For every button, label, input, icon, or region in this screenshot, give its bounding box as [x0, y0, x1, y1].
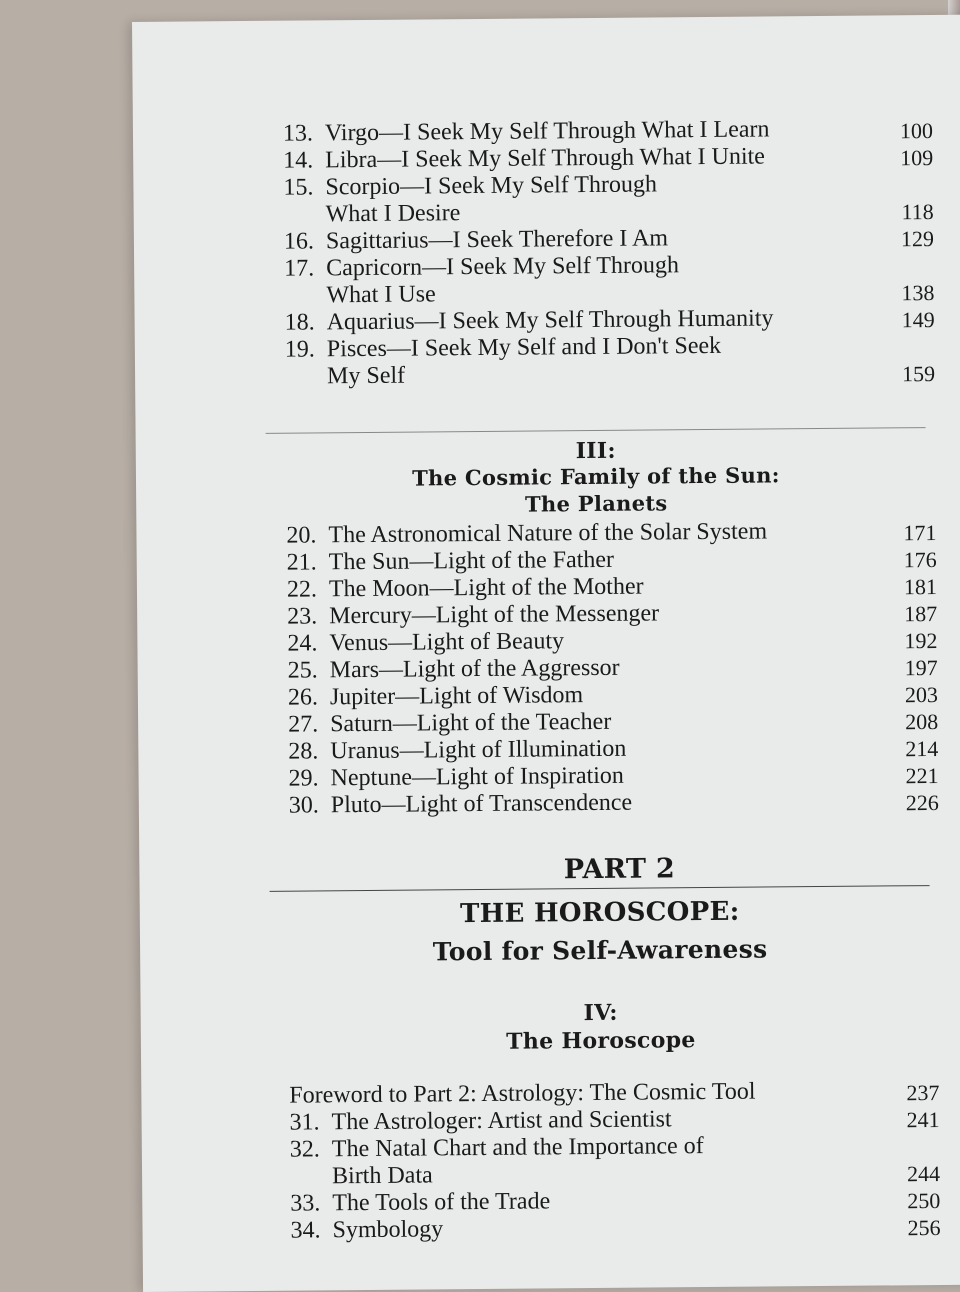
toc-entry: 23. Mercury—Light of the Messenger 187 — [287, 600, 938, 630]
toc-entry: 13. Virgo—I Seek My Self Through What I Learn 100 — [282, 116, 934, 147]
toc-entry: 33. The Tools of the Trade 250 — [290, 1187, 941, 1217]
toc-entry: 15. Scorpio—I Seek My Self Through What I Desire 118 — [283, 171, 934, 228]
toc-entry: 32. The Natal Chart and the Importance of Birth Data 244 — [289, 1133, 941, 1190]
toc-entry: 19. Pisces—I Seek My Self and I Don't Seek My Self 159 — [284, 332, 936, 390]
toc-entry: 14. Libra—I Seek My Self Through What I Unite 109 — [283, 143, 934, 174]
toc-entry: 26. Jupiter—Light of Wisdom 203 — [287, 681, 939, 711]
part-label: PART 2 — [563, 853, 676, 886]
toc-entry: 20. The Astronomical Nature of the Solar System 171 — [286, 518, 937, 549]
section-title: The Horoscope — [506, 1027, 696, 1055]
toc-entry: 34. Symbology 256 — [290, 1214, 941, 1244]
toc-entry: 21. The Sun—Light of the Father 176 — [286, 546, 937, 576]
section-subtitle: The Planets — [524, 490, 668, 517]
toc-list-signs — [282, 115, 936, 391]
section-title: The Cosmic Family of the Sun: — [412, 462, 780, 491]
toc-entry: 17. Capricorn—I Seek My Self Through What I Use 138 — [284, 252, 935, 309]
part-subtitle: Tool for Self-Awareness — [432, 934, 768, 967]
book-page — [132, 15, 960, 1292]
toc-list-horoscope — [289, 1077, 941, 1245]
toc-entry: 29. Neptune—Light of Inspiration 221 — [288, 762, 939, 792]
toc-entry: 16. Sagittarius—I Seek Therefore I Am 129 — [283, 225, 935, 255]
section-numeral: IV: — [583, 999, 618, 1027]
toc-entry: 28. Uranus—Light of Illumination 214 — [288, 735, 939, 765]
toc-entry-foreword: Foreword to Part 2: Astrology: The Cosmic Tool 237 — [289, 1078, 940, 1109]
toc-entry: 27. Saturn—Light of the Teacher 208 — [288, 708, 939, 738]
section-numeral: III: — [575, 437, 616, 465]
toc-entry: 30. Pluto—Light of Transcendence 226 — [288, 789, 939, 819]
toc-entry: 25. Mars—Light of the Aggressor 197 — [287, 654, 938, 684]
toc-entry: 18. Aquarius—I Seek My Self Through Humanity 149 — [284, 305, 935, 336]
section-divider — [266, 427, 926, 434]
toc-entry: 31. The Astrologer: Artist and Scientist 241 — [289, 1106, 940, 1136]
toc-list-planets — [286, 517, 939, 820]
part-title: THE HOROSCOPE: — [459, 896, 740, 930]
toc-entry: 24. Venus—Light of Beauty 192 — [287, 627, 938, 657]
toc-entry: 22. The Moon—Light of the Mother 181 — [286, 573, 938, 603]
